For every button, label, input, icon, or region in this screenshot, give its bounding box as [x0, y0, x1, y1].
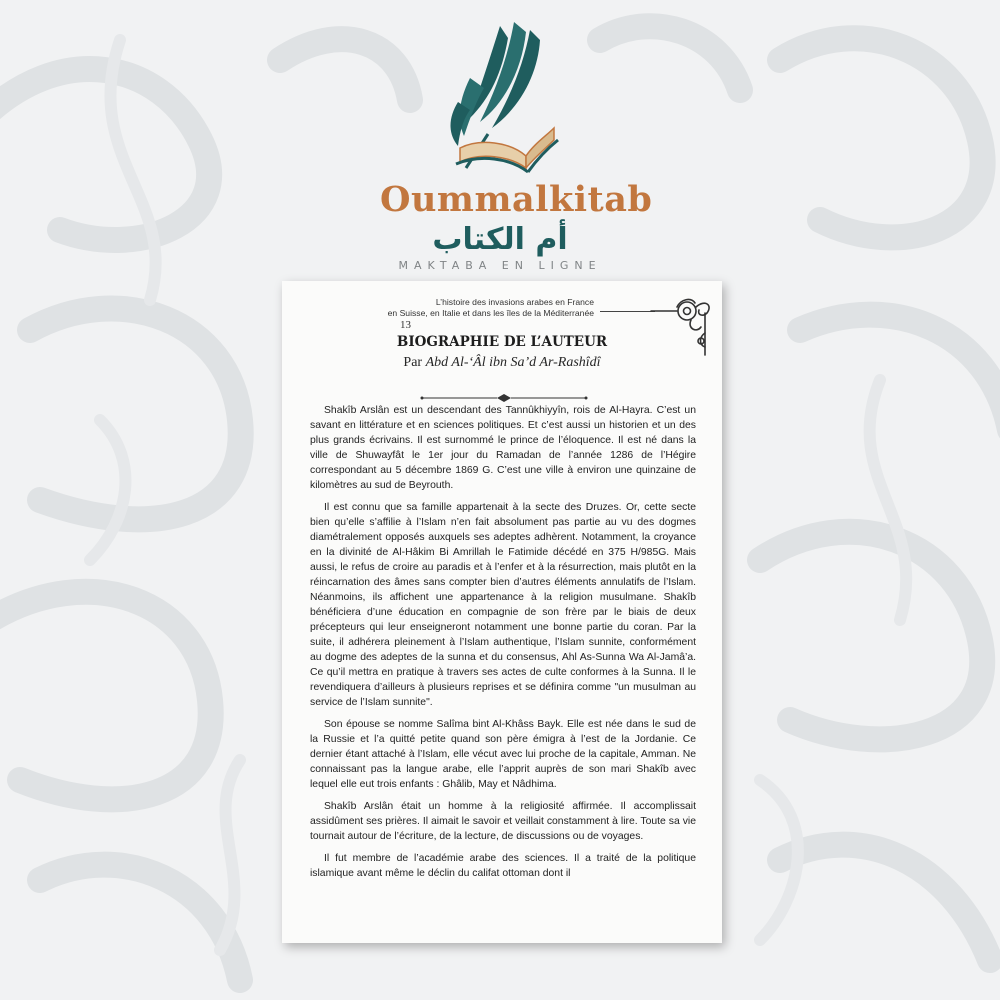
author-name: Abd Al-‘Âl ibn Sa’d Ar-Rashîdî — [425, 355, 601, 370]
paragraph: Shakîb Arslân est un descendant des Tannûkhiyyîn, rois de Al-Hayra. C’est un savant en littérature et en sciences politiques. Et c’est aussi un historien et un des plus grands écrivains. Il est surnommé le prince de l’éloquence. Il est né dans la ville de Shuwayfât le 1er jour du Ramadan de l’année 1286 de l’Hégire correspondant au 5 décembre 1869 G. C’est une ville à environ une quinzaine de kilomètres au sud de Beyrouth. — [310, 405, 696, 491]
biography-body — [310, 403, 696, 888]
author-byline — [282, 354, 722, 372]
paragraph: Son épouse se nomme Salîma bint Al-Khâss Bayk. Elle est née dans le sud de la Russie et l’a quitté petite quand son père émigra à l’est de la Jordanie. Ce dernier étant attaché à l’Islam, elle vécut avec lui proche de la capitale, Amman. Ne connaissant pas la langue arabe, elle l’apprit auprès de son mari Shakîb avec lequel elle eut trois enfants : Ghâlib, May et Nâdhima. — [310, 719, 696, 790]
quill-book-logo — [430, 18, 570, 183]
running-head-line-1: L’histoire des invasions arabes en France — [435, 297, 594, 307]
brand-name: Oummalkitab — [380, 179, 653, 220]
biography-title: BIOGRAPHIE DE L’AUTEUR — [396, 334, 608, 350]
paragraph: Il fut membre de l’académie arabe des sciences. Il a traité de la politique islamique avant même le déclin du califat ottoman dont il — [310, 853, 696, 879]
brand-tagline: MAKTABA EN LIGNE — [398, 259, 602, 272]
running-head-line-2: en Suisse, en Italie et dans les îles de la Méditerranée — [387, 308, 594, 318]
paragraph: Shakîb Arslân était un homme à la religiosité affirmée. Il accomplissait assidûment ses prières. Il aimait le savoir et veillait constamment à lire. Toute sa vie tournait autour de l’écriture, de la lecture, de discussions ou de voyages. — [310, 801, 696, 842]
book-page — [282, 281, 722, 943]
brand-arabic-name: أم الكتاب — [432, 222, 568, 257]
page-number: 13 — [400, 319, 411, 331]
byline-prefix: Par — [403, 355, 426, 370]
running-head — [282, 297, 594, 319]
title-divider — [419, 393, 589, 403]
paragraph: Il est connu que sa famille appartenait à la secte des Druzes. Or, cette secte bien qu’elle s’affilie à l’Islam n’en fait absolument pas partie au vu des dogmes diamétralement opposés auxquels ses adeptes adhèrent. Notamment, la croyance en la divinité de Al-Hâkim Bi Amrillah le Fatimide décédé en 375 H/985G. Mais aussi, le refus de croire au paradis et à l’enfer et à la résurrection, mais plutôt en la réincarnation des âmes sans compter bien d’autres éléments annulatifs de l’Islam. Néanmoins, ils affichent une appartenance à la religion musulmane. Shakîb bénéficiera d’une éducation en compagnie de son frère par le biais de deux précepteurs qui leur enseigneront notamment une bonne partie du coran. Par la suite, il adhérera pleinement à l’Islam authentique, l’Islam sunnite, conformément au dogme des adeptes de la sunna et du consensus, Ahl As-Sunna Wa Al-Jamâ’a. Ce qu’il mettra en pratique à travers ses actes de culte conformes à la Sunna. Il le revendiquera d’ailleurs à plusieurs reprises et se définira comme "un musulman au service de l’Islam sunnite". — [310, 502, 696, 708]
